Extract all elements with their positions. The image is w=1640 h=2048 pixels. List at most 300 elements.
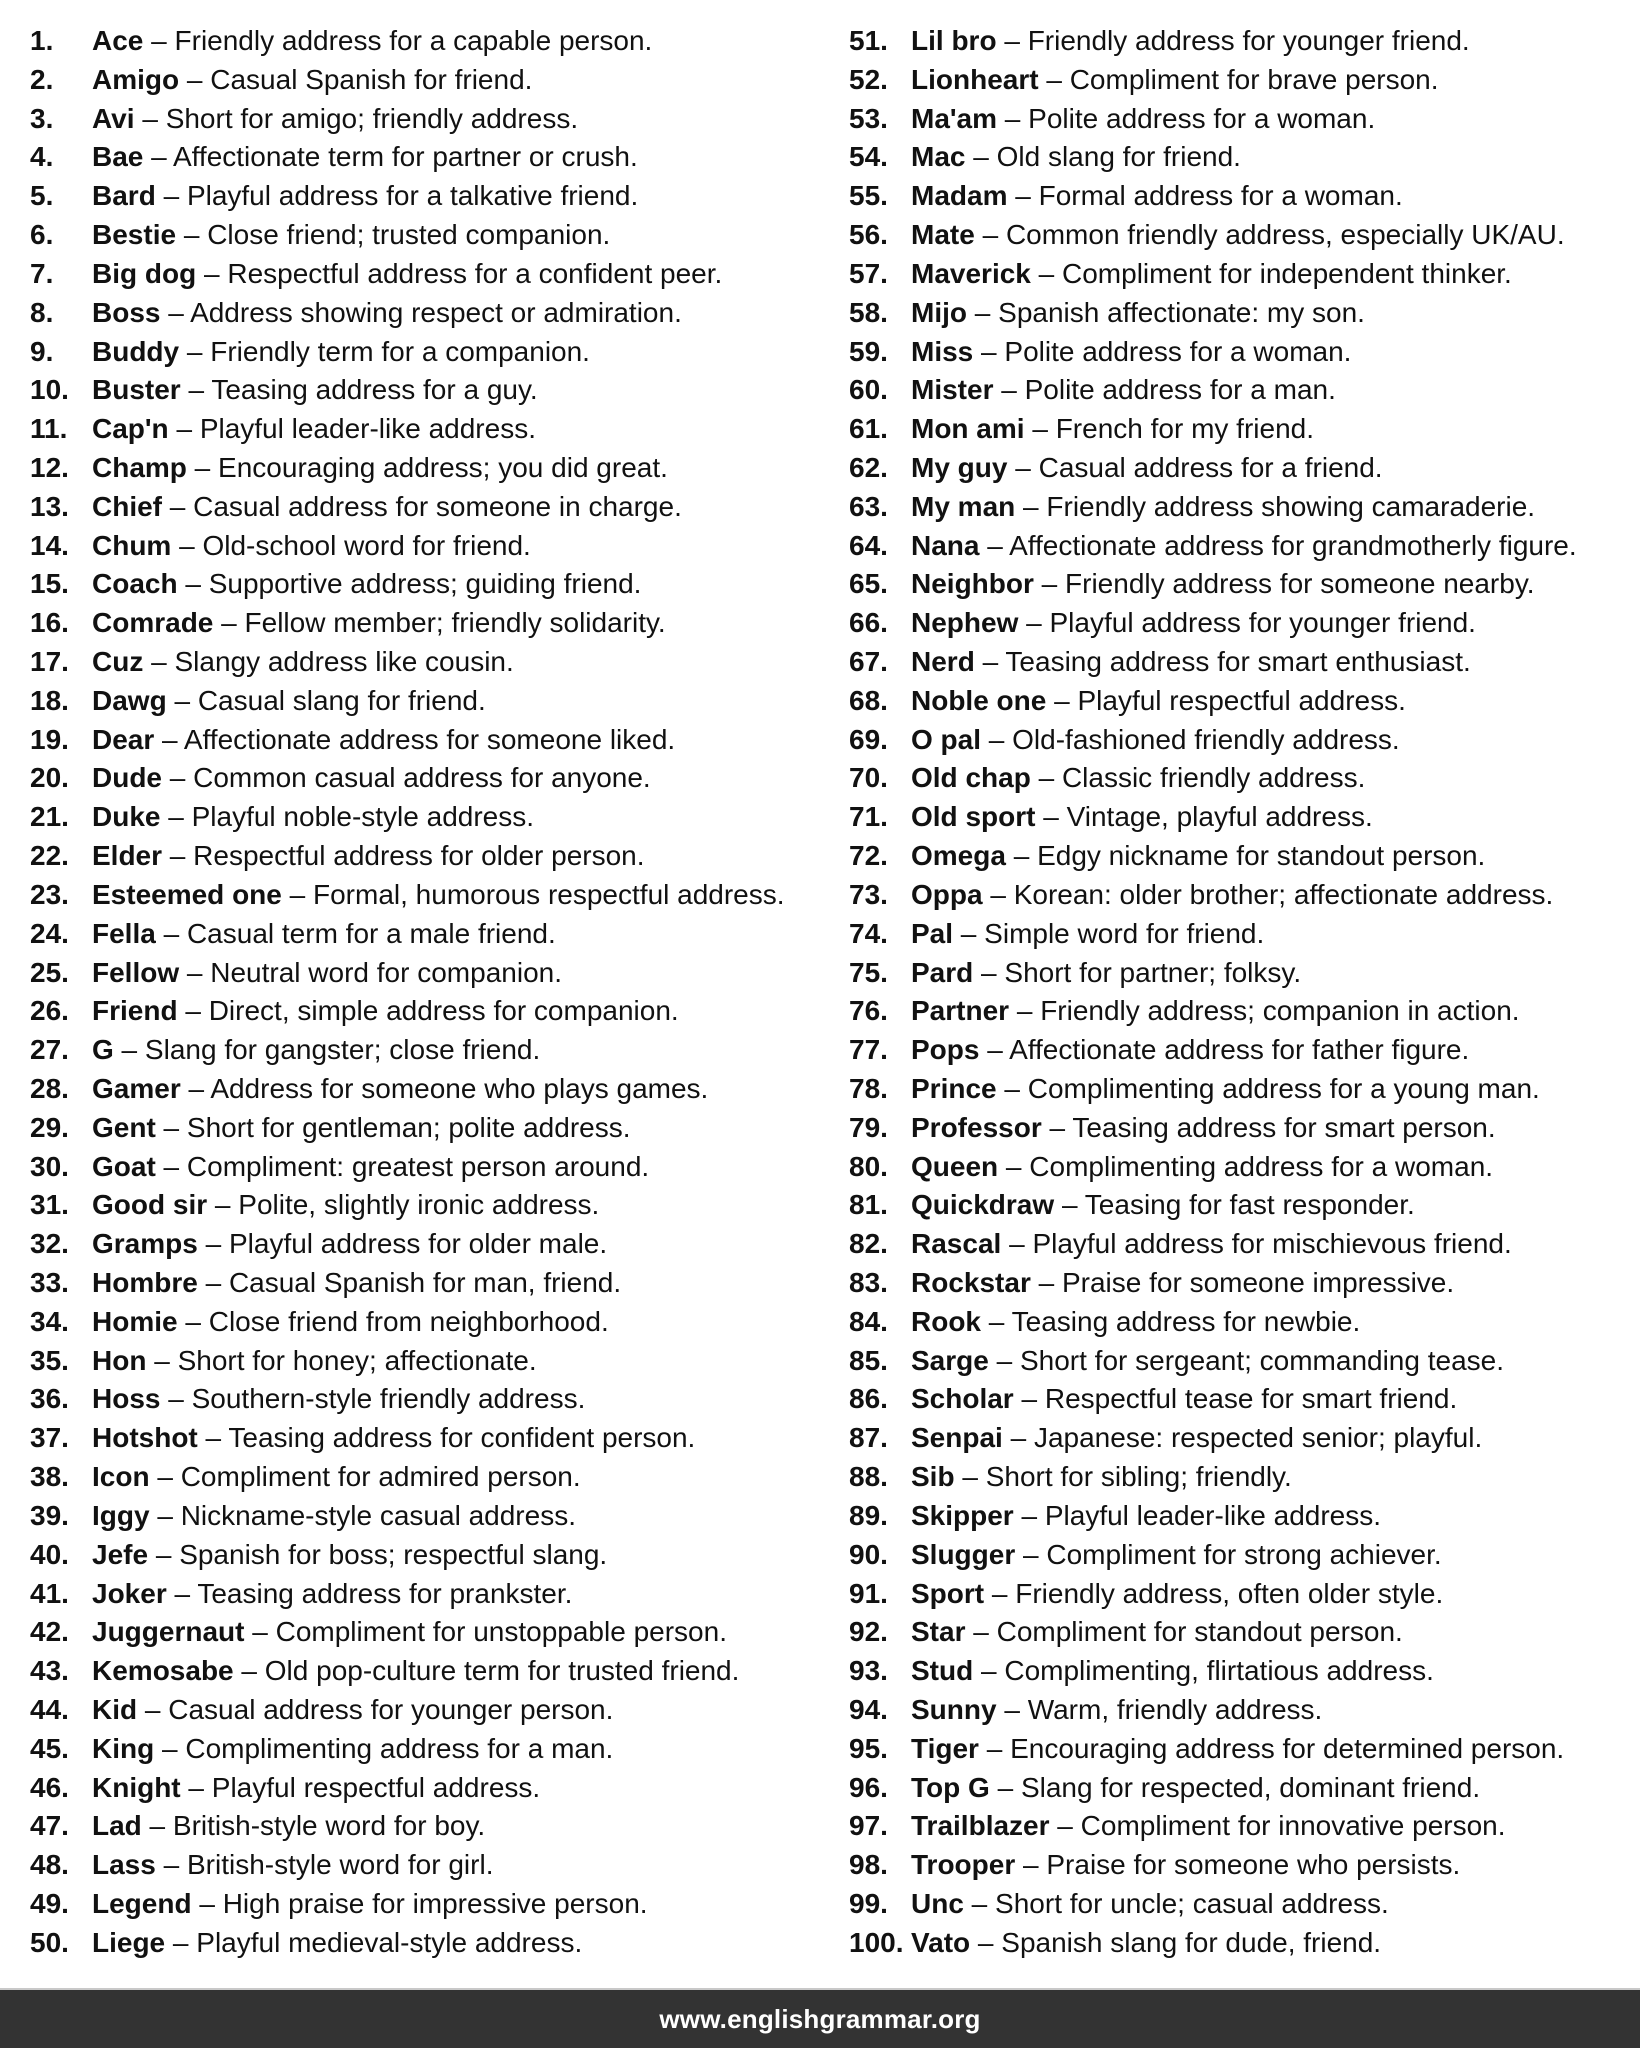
item-definition: British-style word for boy. [172,1810,486,1842]
item-definition: Compliment: greatest person around. [186,1150,650,1182]
item-term: Joker [92,1577,167,1609]
item-definition: Friendly address for younger friend. [1027,25,1470,56]
item-separator: – [981,1305,1012,1337]
item-definition: Fellow member; friendly solidarity. [244,607,666,639]
item-definition: Warm, friendly address. [1027,1693,1323,1725]
item-definition: Short for honey; affectionate. [177,1344,537,1376]
list-item [849,1691,1640,1730]
item-number: 93. [849,1655,888,1687]
item-term: Pard [911,956,974,988]
item-body [92,1148,649,1187]
item-separator: – [179,956,211,988]
item-number: 94. [849,1693,888,1725]
item-definition: Friendly address showing camaraderie. [1046,490,1536,522]
list-item [849,798,1640,837]
item-definition: Old-fashioned friendly address. [1012,723,1400,755]
item-separator: – [207,1189,239,1221]
item-number: 33. [30,1267,69,1298]
item-term: Sib [911,1461,955,1493]
item-term: Quickdraw [911,1189,1055,1221]
item-term: Gamer [92,1072,181,1104]
item-term: Hombre [92,1267,198,1298]
item-term: G [92,1034,114,1066]
item-separator: – [177,1305,209,1337]
list-item [849,1885,1640,1924]
item-body [911,1807,1506,1846]
item-term: Senpai [911,1422,1003,1454]
item-term: Hotshot [92,1422,198,1454]
list-item [849,138,1640,177]
list-item [849,1458,1640,1497]
list-item [30,410,830,449]
item-term: Pal [911,917,954,949]
item-separator: – [993,374,1025,406]
list-item [849,1924,1640,1963]
list-item [849,915,1640,954]
item-separator: – [1007,451,1039,483]
item-body [911,527,1577,566]
item-definition: Slang for gangster; close friend. [144,1034,541,1066]
item-separator: – [180,374,212,406]
item-number: 21. [30,801,69,833]
item-number: 20. [30,762,69,794]
item-term: Cuz [92,646,144,677]
list-item [849,449,1640,488]
item-definition: Formal address for a woman. [1038,180,1403,212]
item-term: Fella [92,917,156,949]
item-number: 22. [30,840,69,872]
item-number: 37. [30,1422,69,1454]
item-separator: – [996,1072,1028,1104]
item-number: 62. [849,451,888,483]
item-number: 1. [30,25,54,56]
list-column-right [849,22,1640,1963]
item-separator: – [177,995,209,1027]
item-number: 74. [849,917,888,949]
list-item [30,1497,830,1536]
list-item [30,1575,830,1614]
item-definition: Nickname-style casual address. [180,1499,576,1531]
item-definition: Compliment for brave person. [1069,63,1439,95]
list-item [30,1652,830,1691]
item-number: 5. [30,180,54,212]
item-separator: – [233,1655,265,1687]
item-body [911,1186,1415,1225]
list-item [849,371,1640,410]
item-term: Homie [92,1305,178,1337]
item-number: 95. [849,1732,888,1764]
item-definition: Direct, simple address for companion. [208,995,679,1027]
list-item [849,1148,1640,1187]
item-number: 71. [849,801,888,833]
item-body [92,1303,609,1342]
list-item [849,1264,1640,1303]
item-definition: Complimenting address for a young man. [1027,1072,1540,1104]
item-term: Unc [911,1888,964,1919]
item-term: Mister [911,374,994,406]
list-item [849,1070,1640,1109]
item-number: 25. [30,956,69,988]
item-definition: Casual term for a male friend. [186,917,556,949]
item-body [92,410,536,449]
item-term: Knight [92,1771,181,1803]
item-separator: – [162,840,194,872]
item-number: 64. [849,529,888,561]
item-separator: – [967,296,999,328]
item-separator: – [1009,995,1041,1027]
item-definition: Polite address for a woman. [1004,335,1352,367]
item-body [92,954,562,993]
item-body [92,333,590,372]
item-term: Scholar [911,1383,1014,1415]
item-separator: – [973,1655,1005,1687]
item-number: 4. [30,141,54,173]
item-number: 76. [849,995,888,1027]
list-item [30,798,830,837]
item-separator: – [160,1383,192,1415]
item-body [92,1691,613,1730]
item-body [911,294,1365,333]
item-number: 34. [30,1305,69,1337]
item-term: King [92,1732,155,1764]
item-body [911,1536,1442,1575]
item-definition: Compliment for unstoppable person. [275,1616,727,1648]
item-separator: – [979,529,1010,561]
item-number: 63. [849,490,888,522]
list-item [849,721,1640,760]
item-definition: Close friend; trusted companion. [207,219,611,251]
item-number: 44. [30,1693,69,1725]
item-separator: – [1007,180,1039,212]
item-term: Madam [911,180,1008,212]
item-body [911,837,1485,876]
item-body [92,1885,648,1924]
list-item [30,1458,830,1497]
item-number: 57. [849,257,888,289]
item-definition: Common casual address for anyone. [193,762,651,794]
item-term: Neighbor [911,568,1034,600]
item-term: Miss [911,335,974,367]
item-body [92,604,666,643]
item-body [911,1924,1381,1963]
item-number: 59. [849,335,888,367]
item-number: 30. [30,1150,69,1182]
item-body [911,721,1400,760]
item-body [92,1458,581,1497]
item-term: Sunny [911,1693,997,1725]
item-definition: Address for someone who plays games. [210,1072,709,1104]
item-term: Queen [911,1150,999,1182]
item-separator: – [1002,1422,1034,1454]
list-item [30,138,830,177]
item-number: 7. [30,257,54,289]
item-definition: Edgy nickname for standout person. [1037,840,1486,872]
item-term: Tiger [911,1732,979,1764]
item-definition: Vintage, playful address. [1066,801,1373,833]
item-number: 84. [849,1305,888,1337]
item-separator: – [155,917,187,949]
item-definition: Casual address for a friend. [1038,451,1383,483]
item-definition: Playful respectful address. [211,1771,541,1803]
item-body [911,1613,1403,1652]
list-item [30,1303,830,1342]
list-item [30,954,830,993]
list-item [849,992,1640,1031]
item-term: Lionheart [911,63,1039,95]
item-separator: – [989,1771,1021,1803]
list-item [30,488,830,527]
list-item [849,604,1640,643]
item-definition: Friendly address for a capable person. [174,25,653,56]
item-number: 49. [30,1888,69,1919]
item-definition: Japanese: respected senior; playful. [1033,1422,1483,1454]
item-number: 58. [849,296,888,328]
item-term: Cap'n [92,413,169,445]
item-definition: Compliment for strong achiever. [1046,1538,1442,1570]
item-definition: Polite address for a woman. [1028,102,1376,134]
item-definition: Affectionate address for father figure. [1009,1034,1470,1066]
item-body [92,294,682,333]
list-item [30,1769,830,1808]
item-term: Slugger [911,1538,1016,1570]
item-number: 70. [849,762,888,794]
item-definition: Teasing address for smart enthusiast. [1005,646,1471,677]
item-term: Avi [92,102,135,134]
item-definition: Short for amigo; friendly address. [165,102,579,134]
item-definition: Playful address for a talkative friend. [186,180,639,212]
item-separator: – [166,684,198,716]
item-separator: – [1013,1499,1045,1531]
item-body [911,798,1373,837]
item-body [92,177,638,216]
item-term: Coach [92,568,178,600]
item-definition: Old-school word for friend. [202,529,531,561]
item-separator: – [137,1693,169,1725]
item-body [911,100,1375,139]
item-separator: – [154,723,184,755]
item-separator: – [1054,1189,1085,1221]
item-separator: – [155,180,187,212]
item-separator: – [965,1616,997,1648]
item-definition: Friendly address; companion in action. [1040,995,1520,1027]
item-separator: – [1030,257,1063,289]
item-term: Jefe [92,1538,149,1570]
item-definition: Playful respectful address. [1077,684,1406,716]
item-body [911,255,1512,294]
list-item [30,643,830,682]
item-number: 80. [849,1150,888,1182]
list-item [30,837,830,876]
item-definition: Short for gentleman; polite address. [186,1111,631,1143]
item-number: 83. [849,1267,888,1298]
item-separator: – [154,1732,186,1764]
list-item [30,1031,830,1070]
item-separator: – [196,257,228,289]
item-term: Bestie [92,219,177,251]
item-definition: Short for sibling; friendly. [985,1461,1292,1493]
item-term: Gramps [92,1228,198,1260]
item-number: 81. [849,1189,888,1221]
item-number: 26. [30,995,69,1027]
item-separator: – [974,219,1006,251]
item-number: 23. [30,878,69,910]
item-number: 69. [849,723,888,755]
item-body [92,1730,613,1769]
item-separator: – [168,413,200,445]
item-separator: – [141,1810,173,1842]
item-definition: Spanish affectionate: my son. [998,296,1365,328]
list-item [30,1380,830,1419]
item-body [92,798,534,837]
item-number: 66. [849,607,888,639]
item-term: Lil bro [911,25,997,56]
list-item [849,643,1640,682]
item-body [911,876,1553,915]
item-body [911,1225,1512,1264]
item-body [911,1885,1389,1924]
item-definition: Compliment for admired person. [180,1461,581,1493]
item-separator: – [1015,1849,1047,1881]
item-body [92,488,682,527]
item-separator: – [1005,840,1038,872]
item-definition: Casual slang for friend. [197,684,486,716]
item-definition: Casual Spanish for man, friend. [228,1267,622,1298]
item-definition: Spanish for boss; respectful slang. [179,1538,608,1570]
item-separator: – [1013,1383,1045,1415]
item-body [92,216,610,255]
list-item [849,1769,1640,1808]
item-number: 8. [30,296,54,328]
item-definition: Casual address for younger person. [168,1693,614,1725]
list-item [30,1070,830,1109]
item-definition: Complimenting address for a woman. [1029,1150,1494,1182]
list-item [849,759,1640,798]
item-body [92,682,486,721]
item-body [911,759,1365,798]
item-number: 39. [30,1499,69,1531]
item-separator: – [973,335,1005,367]
item-number: 54. [849,141,888,173]
item-definition: Respectful address for a confident peer. [227,257,723,289]
list-item [30,1342,830,1381]
item-definition: Southern-style friendly address. [191,1383,586,1415]
list-item [30,721,830,760]
list-item [849,1807,1640,1846]
list-item [849,294,1640,333]
item-body [92,255,722,294]
item-body [911,22,1470,61]
item-number: 88. [849,1461,888,1493]
item-body [92,837,645,876]
list-item [849,177,1640,216]
list-item [30,294,830,333]
footer-site-url: www.englishgrammar.org [659,2003,981,2034]
item-definition: Formal, humorous respectful address. [313,878,785,910]
item-definition: Teasing for fast responder. [1084,1189,1415,1221]
item-body [92,992,679,1031]
item-body [911,954,1301,993]
list-item [30,527,830,566]
item-body [911,915,1264,954]
item-definition: Teasing address for smart person. [1072,1111,1496,1143]
item-term: Skipper [911,1499,1014,1531]
item-body [911,1148,1493,1187]
item-separator: – [1030,1267,1062,1298]
list-item [30,1691,830,1730]
item-definition: Teasing address for a guy. [211,374,538,406]
item-definition: Polite address for a man. [1024,374,1336,406]
item-body [911,604,1476,643]
item-number: 100. [849,1926,904,1958]
item-term: Good sir [92,1189,208,1221]
item-definition: High praise for impressive person. [222,1888,648,1919]
item-separator: – [148,1538,180,1570]
item-number: 9. [30,335,54,367]
item-number: 97. [849,1810,888,1842]
list-item [849,100,1640,139]
item-body [92,1031,540,1070]
item-definition: Compliment for independent thinker. [1062,257,1512,289]
list-item [849,1225,1640,1264]
item-separator: – [155,1849,187,1881]
item-separator: – [244,1616,276,1648]
list-item [849,565,1640,604]
footer-bar [0,1988,1640,2048]
item-definition: Encouraging address for determined person. [1010,1732,1565,1764]
item-body [92,1497,576,1536]
item-definition: Casual Spanish for friend. [210,63,533,95]
item-term: Champ [92,451,187,483]
item-number: 79. [849,1111,888,1143]
item-definition: Affectionate address for someone liked. [183,723,676,755]
item-number: 24. [30,917,69,949]
item-separator: – [171,529,203,561]
item-definition: Korean: older brother; affectionate address. [1013,878,1554,910]
item-definition: Slangy address like cousin. [174,646,514,677]
item-term: Rockstar [911,1267,1031,1298]
list-item [30,992,830,1031]
item-definition: Playful leader-like address. [1044,1499,1382,1531]
item-term: Buster [92,374,181,406]
item-number: 50. [30,1926,69,1958]
item-number: 40. [30,1538,69,1570]
item-term: Boss [92,296,161,328]
list-item [849,1419,1640,1458]
item-body [911,992,1520,1031]
item-term: Lass [92,1849,156,1881]
list-item [30,915,830,954]
list-item [849,216,1640,255]
item-number: 15. [30,568,69,600]
item-term: Friend [92,995,178,1027]
item-body [92,1536,607,1575]
item-separator: – [997,102,1029,134]
list-item [30,333,830,372]
item-body [92,1225,607,1264]
item-definition: Short for sergeant; commanding tease. [1019,1344,1505,1376]
item-term: Mate [911,219,975,251]
item-body [92,100,578,139]
item-term: Duke [92,801,161,833]
list-item [30,216,830,255]
item-body [911,1730,1564,1769]
item-number: 87. [849,1422,888,1454]
item-definition: Playful address for mischievous friend. [1032,1228,1512,1260]
item-term: Gent [92,1111,156,1143]
item-body [92,721,675,760]
item-number: 68. [849,684,888,716]
item-definition: Casual address for someone in charge. [193,490,682,522]
